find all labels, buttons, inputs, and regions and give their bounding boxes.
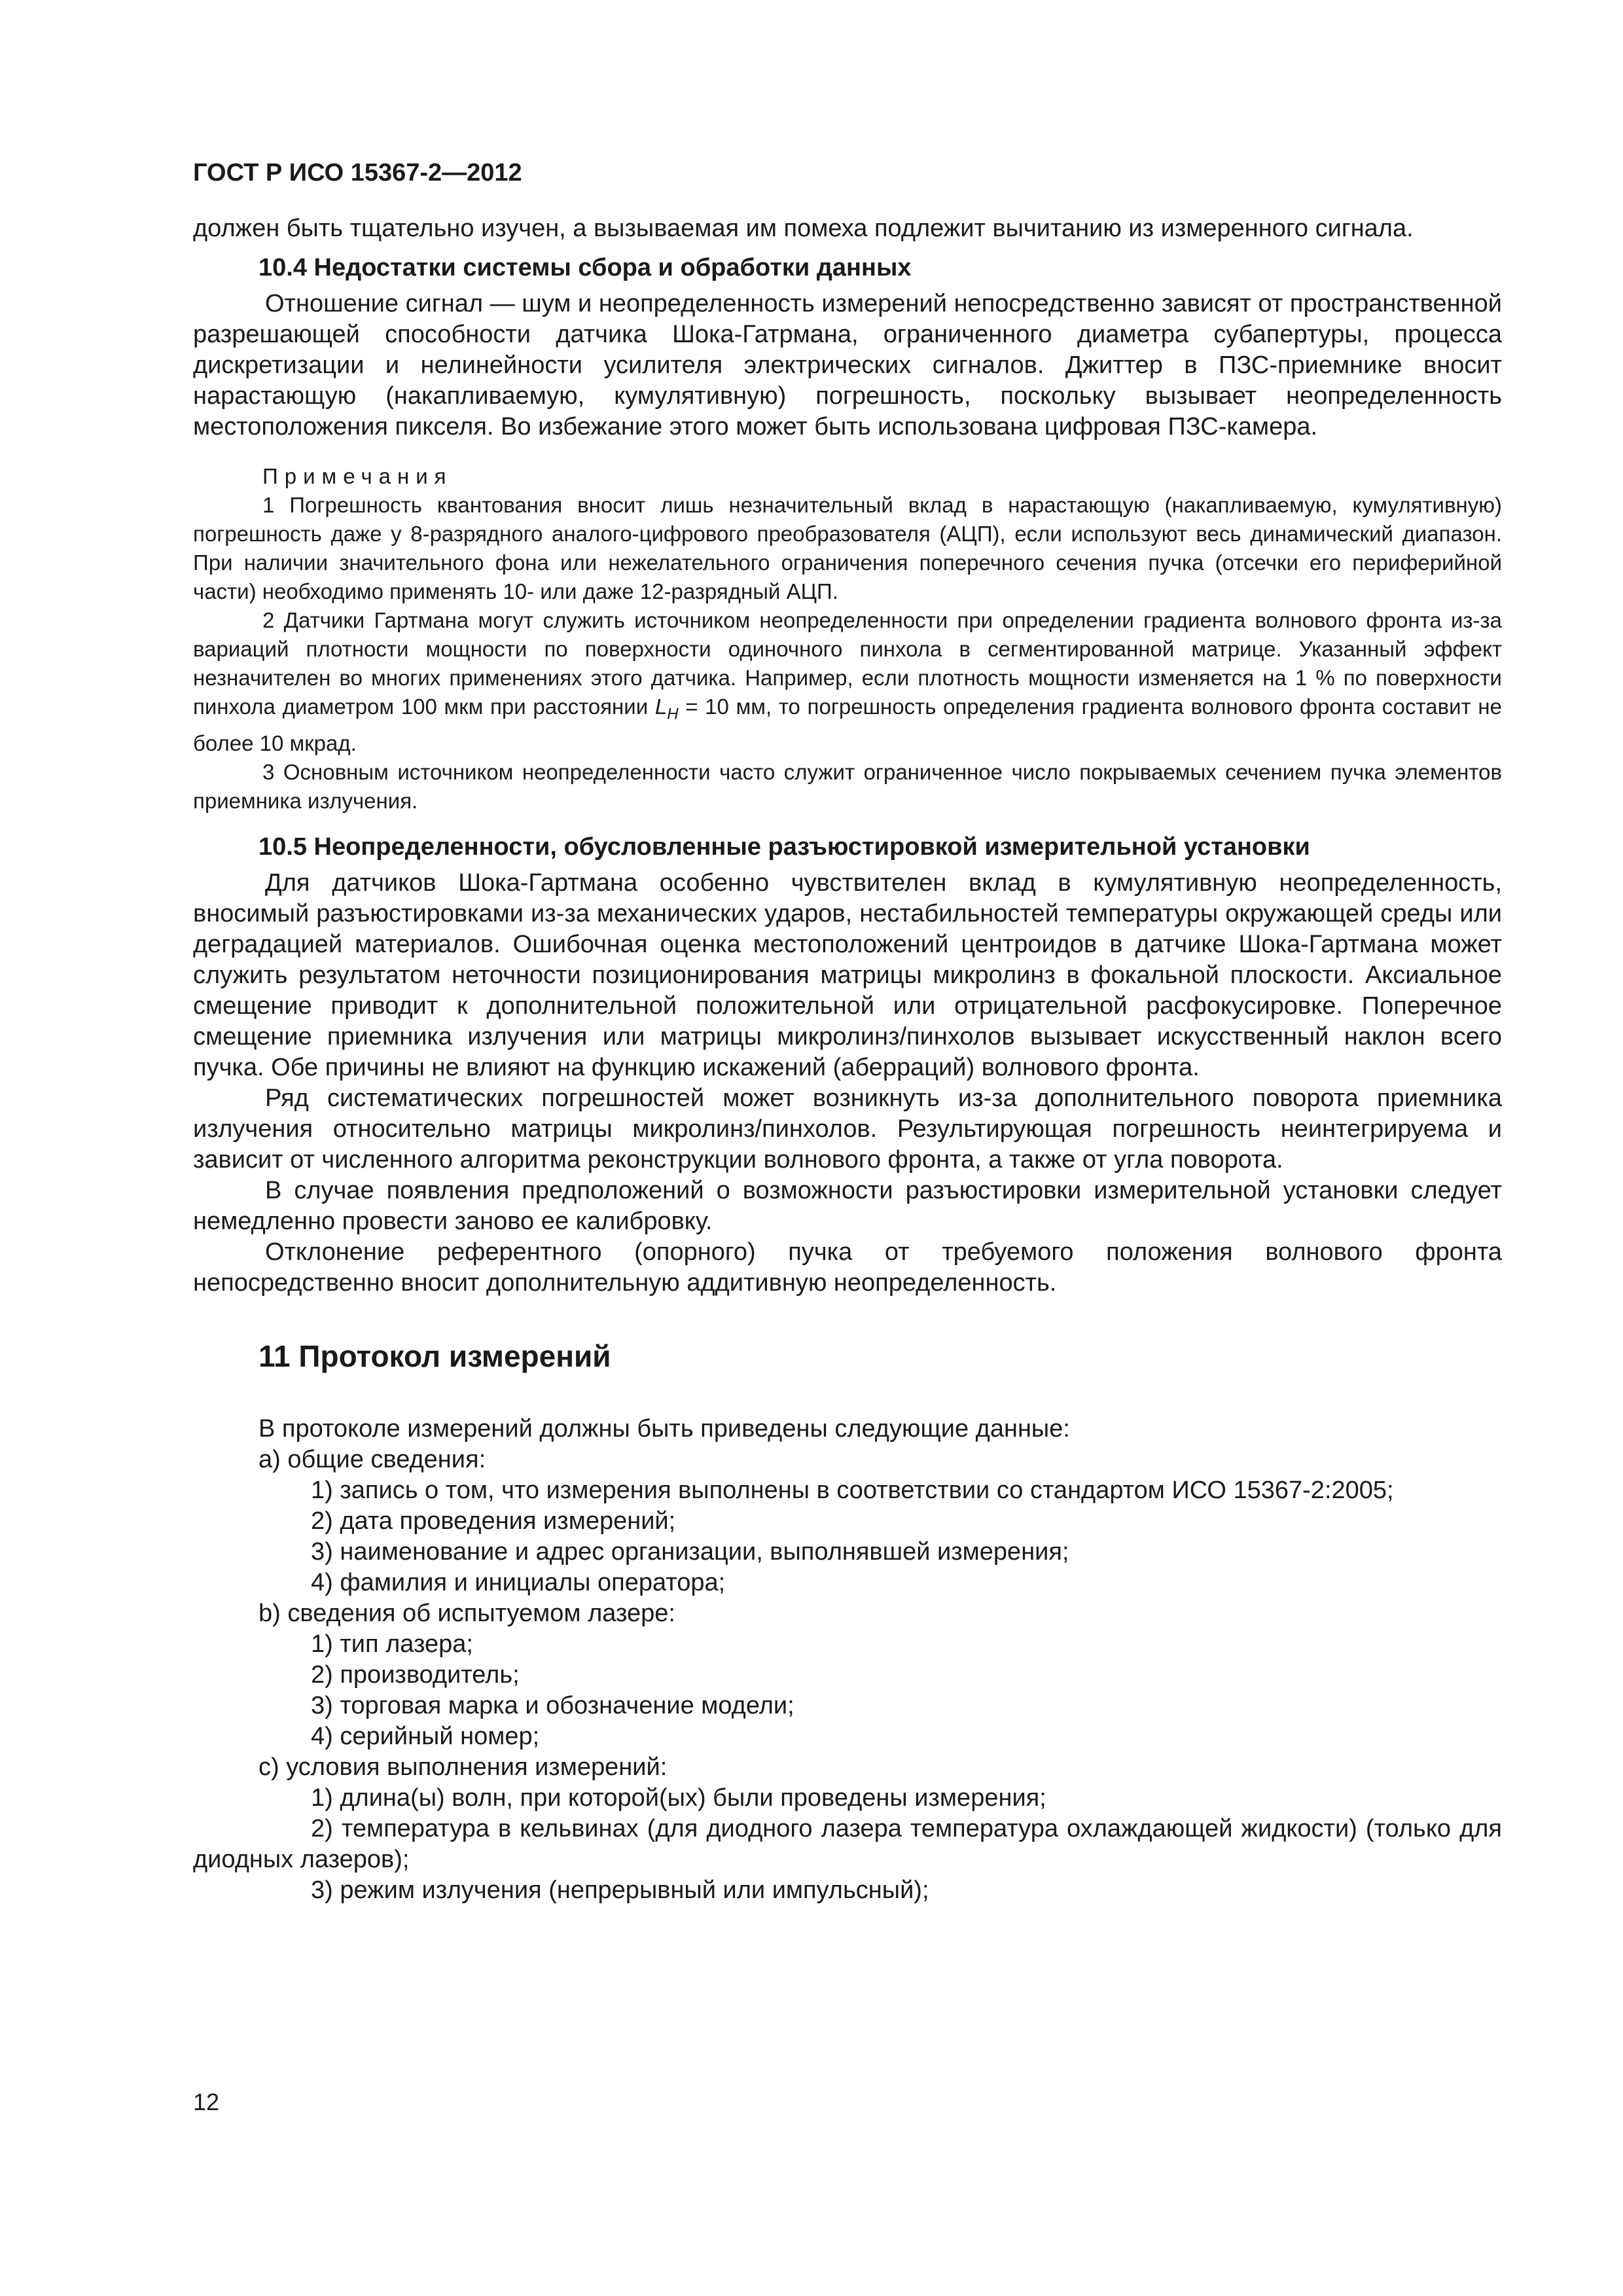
list-item-c-1: 1) длина(ы) волн, при которой(ых) были проведены измерения; [311, 1784, 1046, 1812]
section-10-4-paragraph: Отношение сигнал — шум и неопределенность измерений непосредственно зависят от пространственной разрешающей способности датчика Шока-Гатрмана, ограниченного диаметра субапертуры, процесса дискретизации и нелинейности усилителя электрических сигналов. Джиттер в ПЗС-приемнике вносит нарастающую (накапливаемую, кумулятивную) погрешность, поскольку вызывает неопределенность местоположения пикселя. Во избежание этого может быть использована цифровая ПЗС-камера. [193, 290, 1502, 440]
note-2-symbol-letter: L [654, 694, 668, 719]
document-header: ГОСТ Р ИСО 15367-2—2012 [193, 159, 522, 187]
list-item-a-4: 4) фамилия и инициалы оператора; [311, 1568, 726, 1596]
list-group-b-label: b) сведения об испытуемом лазере: [259, 1599, 675, 1627]
section-10-5-paragraph-2: Ряд систематических погрешностей может возникнуть из-за дополнительного поворота приемника излучения относительно матрицы микролинз/пинхолов. Результирующая погрешность неинтегрируема и зависит от численного алгоритма реконструкции волнового фронта, а также от угла поворота. [193, 1084, 1502, 1174]
notes-title: Примечания [262, 464, 453, 488]
section-11-intro: В протоколе измерений должны быть приведены следующие данные: [259, 1414, 1070, 1443]
note-2 [193, 606, 1502, 758]
list-item-b-2: 2) производитель; [311, 1660, 520, 1689]
section-10-5-paragraph-1: Для датчиков Шока-Гартмана особенно чувствителен вклад в кумулятивную неопределенность, вносимый разъюстировками из-за механических ударов, нестабильностей температуры окружающей среды или деградацией материалов. Ошибочная оценка местоположений центроидов в датчике Шока-Гартмана может служить результатом неточности позиционирования матрицы микролинз в фокальной плоскости. Аксиальное смещение приводит к дополнительной положительной или отрицательной расфокусировке. Поперечное смещение приемника излучения или матрицы микролинз/пинхолов вызывает искусственный наклон всего пучка. Обе причины не влияют на функцию искажений (аберраций) волнового фронта. [193, 869, 1502, 1081]
document-page [193, 157, 1502, 1906]
note-2-after: = 10 мм, то погрешность определения градиента волнового фронта составит не более 10 мкрад. [193, 694, 1502, 755]
list-item-c-3: 3) режим излучения (непрерывный или импульсный); [311, 1876, 929, 1904]
section-10-4-title: 10.4 Недостатки системы сбора и обработки данных [259, 254, 912, 281]
list-item-c-2: 2) температура в кельвинах (для диодного лазера температура охлаждающей жидкости) (только для диодных лазеров); [193, 1814, 1502, 1873]
notes-block [193, 462, 1502, 816]
list-item-a-3: 3) наименование и адрес организации, выполнявшей измерения; [311, 1537, 1069, 1566]
list-item-a-2: 2) дата проведения измерений; [311, 1507, 676, 1535]
note-3: 3 Основным источником неопределенности часто служит ограниченное число покрываемых сечением пучка элементов приемника излучения. [193, 759, 1502, 813]
list-item-a-1: 1) запись о том, что измерения выполнены в соответствии со стандартом ИСО 15367-2:2005; [311, 1476, 1394, 1504]
list-item-b-4: 4) серийный номер; [311, 1722, 540, 1750]
page-number: 12 [193, 2089, 220, 2115]
section-11-title: 11 Протокол измерений [259, 1338, 611, 1373]
note-2-symbol-subscript: H [667, 705, 679, 723]
section-10-5-paragraph-3: В случае появления предположений о возможности разъюстировки измерительной установки следует немедленно провести заново ее калибровку. [193, 1176, 1502, 1235]
note-2-symbol [654, 694, 679, 723]
note-2-before: 2 Датчики Гартмана могут служить источником неопределенности при определении градиента волнового фронта из-за вариаций плотности мощности по поверхности одиночного пинхола в сегментированной матрице. Указанный эффект незначителен во многих применениях этого датчика. Например, если плотность мощности изменяется на 1 % по поверхности пинхола диаметром 100 мкм при расстоянии [193, 608, 1502, 719]
section-10-5-paragraph-4: Отклонение референтного (опорного) пучка от требуемого положения волнового фронта непосредственно вносит дополнительную аддитивную неопределенность. [193, 1238, 1502, 1297]
list-item-b-1: 1) тип лазера; [311, 1630, 473, 1658]
section-10-5-title: 10.5 Неопределенности, обусловленные разъюстировкой измерительной установки [259, 833, 1310, 861]
list-group-c-label: c) условия выполнения измерений: [259, 1753, 668, 1781]
list-group-a-label: a) общие сведения: [259, 1445, 486, 1473]
intro-paragraph: должен быть тщательно изучен, а вызываемая им помеха подлежит вычитанию из измеренного сигнала. [193, 215, 1414, 242]
note-1: 1 Погрешность квантования вносит лишь незначительный вклад в нарастающую (накапливаемую, кумулятивную) погрешность даже у 8-разрядного аналого-цифрового преобразователя (АЦП), если используют весь динамический диапазон. При наличии значительного фона или нежелательного ограничения поперечного сечения пучка (отсечки его периферийной части) необходимо применять 10- или даже 12-разрядный АЦП. [193, 493, 1502, 603]
list-item-b-3: 3) торговая марка и обозначение модели; [311, 1691, 794, 1719]
